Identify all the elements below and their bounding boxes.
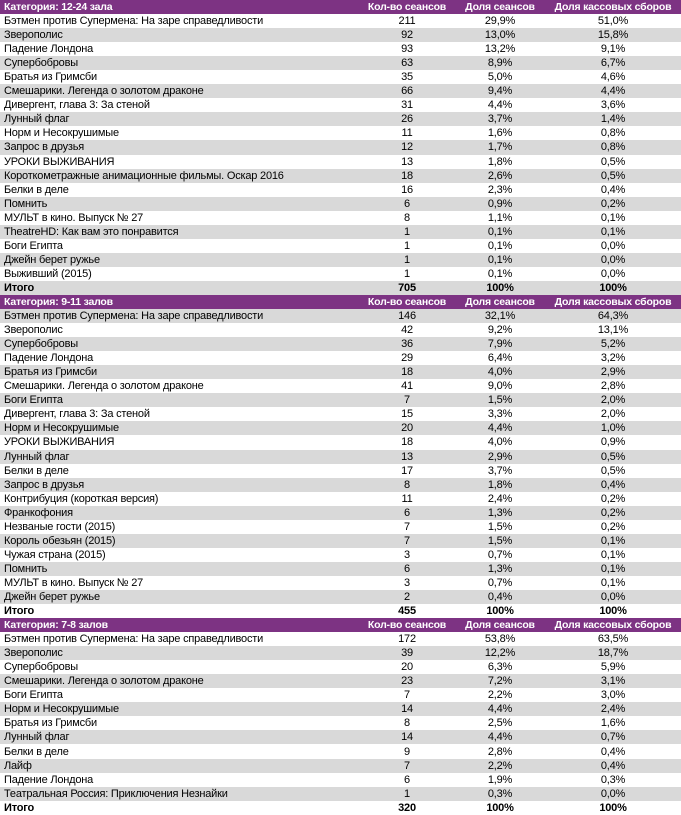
sessions-count-cell: 15 [401, 408, 413, 421]
movie-title-cell: Падение Лондона [4, 773, 94, 786]
sessions-share-cell: 100% [486, 605, 514, 618]
sessions-share-cell: 1,3% [487, 562, 513, 575]
table-row [0, 744, 681, 758]
movie-title-cell: УРОКИ ВЫЖИВАНИЯ [4, 155, 115, 168]
movie-title-cell: Братья из Гримсби [4, 717, 97, 730]
sessions-count-cell: 9 [404, 745, 410, 758]
sessions-count-cell: 7 [404, 520, 410, 533]
column-header-boxoffice-share: Доля кассовых сборов [554, 296, 672, 308]
movie-title-cell: Лунный флаг [4, 450, 70, 463]
sessions-share-cell: 1,8% [487, 478, 513, 491]
table-row [0, 393, 681, 407]
category-header-row [0, 0, 681, 14]
boxoffice-share-cell: 64,3% [597, 310, 629, 323]
boxoffice-share-cell: 0,1% [600, 576, 626, 589]
sessions-share-cell: 0,1% [487, 225, 513, 238]
sessions-share-cell: 0,1% [487, 267, 513, 280]
sessions-count-cell: 23 [401, 675, 413, 688]
boxoffice-share-cell: 5,2% [600, 338, 626, 351]
category-header-row [0, 618, 681, 632]
sessions-share-cell: 0,3% [487, 787, 513, 800]
movie-title-cell: Дивергент, глава 3: За стеной [4, 99, 150, 112]
table-row [0, 183, 681, 197]
movie-title-cell: Выживший (2015) [4, 267, 92, 280]
sessions-count-cell: 2 [404, 590, 410, 603]
table-row [0, 660, 681, 674]
sessions-count-cell: 13 [401, 155, 413, 168]
sessions-share-cell: 1,7% [487, 141, 513, 154]
column-header-boxoffice-share: Доля кассовых сборов [554, 619, 672, 632]
movie-title-cell: Падение Лондона [4, 352, 94, 365]
table-row [0, 365, 681, 379]
sessions-share-cell: 1,1% [487, 211, 513, 224]
sessions-count-cell: 6 [404, 562, 410, 575]
movie-title-cell: Братья из Гримсби [4, 71, 97, 84]
table-row [0, 84, 681, 98]
sessions-count-cell: 8 [404, 211, 410, 224]
movie-title-cell: Короткометражные анимационные фильмы. Оскар 2016 [4, 169, 284, 182]
sessions-count-cell: 26 [401, 113, 413, 126]
sessions-count-cell: 7 [404, 534, 410, 547]
table-row [0, 351, 681, 365]
sessions-count-cell: 13 [401, 450, 413, 463]
boxoffice-share-cell: 2,4% [600, 703, 626, 716]
sessions-count-cell: 7 [404, 759, 410, 772]
sessions-count-cell: 1 [404, 239, 410, 252]
table-row [0, 506, 681, 520]
sessions-count-cell: 20 [401, 422, 413, 435]
table-row [0, 407, 681, 421]
sessions-share-cell: 13,0% [484, 29, 516, 42]
sessions-share-cell: 0,7% [487, 576, 513, 589]
sessions-count-cell: 20 [401, 661, 413, 674]
table-row [0, 520, 681, 534]
sessions-count-cell: 11 [401, 127, 413, 140]
column-header-sessions: Кол-во сеансов [367, 296, 447, 308]
sessions-count-cell: 17 [401, 464, 413, 477]
movie-title-cell: Дивергент, глава 3: За стеной [4, 408, 150, 421]
sessions-share-cell: 100% [486, 281, 514, 294]
sessions-count-cell: 93 [401, 43, 413, 56]
sessions-count-cell: 146 [398, 310, 416, 323]
boxoffice-share-cell: 0,4% [600, 478, 626, 491]
movie-title-cell: Белки в деле [4, 745, 69, 758]
sessions-share-cell: 13,2% [484, 43, 516, 56]
movie-title-cell: Король обезьян (2015) [4, 534, 116, 547]
table-row [0, 646, 681, 660]
sessions-share-cell: 32,1% [484, 310, 516, 323]
boxoffice-share-cell: 0,4% [600, 183, 626, 196]
movie-title-cell: МУЛЬТ в кино. Выпуск № 27 [4, 576, 144, 589]
table-row [0, 155, 681, 169]
sessions-share-cell: 8,9% [487, 57, 513, 70]
boxoffice-share-cell: 1,4% [600, 113, 626, 126]
sessions-share-cell: 1,8% [487, 155, 513, 168]
movie-title-cell: Франкофония [4, 506, 73, 519]
sessions-share-cell: 0,7% [487, 548, 513, 561]
sessions-count-cell: 18 [401, 169, 413, 182]
sessions-count-cell: 18 [401, 436, 413, 449]
boxoffice-share-cell: 0,5% [600, 450, 626, 463]
sessions-share-cell: 5,0% [487, 71, 513, 84]
table-row [0, 464, 681, 478]
boxoffice-share-cell: 3,2% [600, 352, 626, 365]
movie-title-cell: Помнить [4, 562, 48, 575]
movie-title-cell: Лунный флаг [4, 731, 70, 744]
movie-title-cell: Джейн берет ружье [4, 253, 100, 266]
boxoffice-share-cell: 0,0% [600, 787, 626, 800]
table-row [0, 450, 681, 464]
table-row [0, 56, 681, 70]
sessions-count-cell: 705 [398, 281, 416, 294]
movie-title-cell: Зверополис [4, 29, 63, 42]
movie-title-cell: Белки в деле [4, 183, 69, 196]
total-label: Итого [4, 801, 35, 814]
boxoffice-share-cell: 0,1% [600, 548, 626, 561]
sessions-share-cell: 2,5% [487, 717, 513, 730]
sessions-count-cell: 63 [401, 57, 413, 70]
table-row [0, 478, 681, 492]
boxoffice-share-cell: 4,6% [600, 71, 626, 84]
sessions-share-cell: 3,7% [487, 464, 513, 477]
movie-title-cell: Братья из Гримсби [4, 366, 97, 379]
sessions-count-cell: 1 [404, 225, 410, 238]
movie-title-cell: Помнить [4, 197, 48, 210]
sessions-share-cell: 1,3% [487, 506, 513, 519]
sessions-share-cell: 0,4% [487, 590, 513, 603]
table-row [0, 787, 681, 801]
table-row [0, 716, 681, 730]
table-row [0, 688, 681, 702]
boxoffice-share-cell: 51,0% [597, 15, 629, 28]
movie-title-cell: Боги Египта [4, 394, 63, 407]
sessions-share-cell: 1,5% [487, 520, 513, 533]
sessions-share-cell: 4,4% [487, 99, 513, 112]
table-row [0, 98, 681, 112]
sessions-share-cell: 2,3% [487, 183, 513, 196]
column-header-sessions-share: Доля сеансов [465, 619, 535, 632]
boxoffice-share-cell: 0,8% [600, 127, 626, 140]
boxoffice-share-cell: 0,9% [600, 436, 626, 449]
table-row [0, 253, 681, 267]
category-header-row [0, 295, 681, 309]
sessions-share-cell: 1,6% [487, 127, 513, 140]
table-row [0, 126, 681, 140]
boxoffice-share-cell: 2,9% [600, 366, 626, 379]
sessions-share-cell: 9,2% [487, 324, 513, 337]
table-row [0, 632, 681, 646]
table-row [0, 421, 681, 435]
table-row [0, 730, 681, 744]
sessions-count-cell: 29 [401, 352, 413, 365]
boxoffice-share-cell: 0,5% [600, 155, 626, 168]
table-row [0, 197, 681, 211]
sessions-share-cell: 0,1% [487, 239, 513, 252]
sessions-count-cell: 3 [404, 548, 410, 561]
sessions-count-cell: 31 [401, 99, 413, 112]
table-row [0, 492, 681, 506]
sessions-count-cell: 14 [401, 731, 413, 744]
sessions-count-cell: 1 [404, 267, 410, 280]
table-row [0, 169, 681, 183]
movie-title-cell: Запрос в друзья [4, 141, 85, 154]
table-row [0, 379, 681, 393]
table-row [0, 211, 681, 225]
table-row [0, 225, 681, 239]
boxoffice-share-cell: 1,0% [600, 422, 626, 435]
boxoffice-share-cell: 2,0% [600, 408, 626, 421]
boxoffice-share-cell: 9,1% [600, 43, 626, 56]
table-row [0, 70, 681, 84]
sessions-count-cell: 8 [404, 478, 410, 491]
sessions-count-cell: 3 [404, 576, 410, 589]
sessions-share-cell: 53,8% [484, 633, 516, 646]
movie-title-cell: Контрибуция (короткая версия) [4, 492, 159, 505]
sessions-share-cell: 12,2% [484, 647, 516, 660]
sessions-share-cell: 4,4% [487, 731, 513, 744]
sessions-count-cell: 6 [404, 773, 410, 786]
boxoffice-share-cell: 4,4% [600, 85, 626, 98]
category-label: Категория: 9-11 залов [4, 296, 113, 308]
sessions-count-cell: 320 [398, 801, 416, 814]
sessions-share-cell: 9,4% [487, 85, 513, 98]
sessions-count-cell: 6 [404, 506, 410, 519]
sessions-share-cell: 4,0% [487, 436, 513, 449]
boxoffice-share-cell: 0,1% [600, 534, 626, 547]
table-row [0, 590, 681, 604]
boxoffice-share-cell: 3,6% [600, 99, 626, 112]
sessions-share-cell: 7,2% [487, 675, 513, 688]
column-header-sessions-share: Доля сеансов [465, 1, 535, 14]
movie-title-cell: МУЛЬТ в кино. Выпуск № 27 [4, 211, 144, 224]
table-row [0, 759, 681, 773]
table-row [0, 548, 681, 562]
table-row [0, 534, 681, 548]
sessions-count-cell: 12 [401, 141, 413, 154]
sessions-share-cell: 7,9% [487, 338, 513, 351]
movie-title-cell: Норм и Несокрушимые [4, 127, 119, 140]
movie-title-cell: Джейн берет ружье [4, 590, 100, 603]
boxoffice-share-cell: 0,2% [600, 506, 626, 519]
movie-title-cell: Лунный флаг [4, 113, 70, 126]
sessions-count-cell: 11 [401, 492, 413, 505]
table-row [0, 674, 681, 688]
sessions-count-cell: 16 [401, 183, 413, 196]
total-row [0, 604, 681, 618]
table-row [0, 773, 681, 787]
movie-title-cell: Чужая страна (2015) [4, 548, 106, 561]
column-header-sessions: Кол-во сеансов [367, 619, 447, 632]
boxoffice-share-cell: 0,8% [600, 141, 626, 154]
boxoffice-share-cell: 2,0% [600, 394, 626, 407]
boxoffice-share-cell: 100% [599, 281, 627, 294]
sessions-count-cell: 6 [404, 197, 410, 210]
movie-title-cell: Супербобровы [4, 57, 78, 70]
sessions-count-cell: 1 [404, 787, 410, 800]
table-row [0, 337, 681, 351]
sessions-count-cell: 211 [398, 15, 416, 28]
sessions-share-cell: 6,3% [487, 661, 513, 674]
boxoffice-share-cell: 63,5% [597, 633, 629, 646]
table-row [0, 140, 681, 154]
column-header-sessions: Кол-во сеансов [367, 1, 447, 14]
table-row [0, 576, 681, 590]
movie-title-cell: Падение Лондона [4, 43, 94, 56]
sessions-share-cell: 100% [486, 801, 514, 814]
table-row [0, 42, 681, 56]
sessions-count-cell: 18 [401, 366, 413, 379]
sessions-share-cell: 1,5% [487, 534, 513, 547]
boxoffice-share-cell: 5,9% [600, 661, 626, 674]
sessions-count-cell: 14 [401, 703, 413, 716]
total-label: Итого [4, 605, 35, 618]
table-row [0, 239, 681, 253]
movie-title-cell: Белки в деле [4, 464, 69, 477]
movie-title-cell: Бэтмен против Супермена: На заре справедливости [4, 310, 264, 323]
sessions-count-cell: 35 [401, 71, 413, 84]
column-header-boxoffice-share: Доля кассовых сборов [554, 1, 672, 14]
sessions-share-cell: 2,2% [487, 759, 513, 772]
boxoffice-share-cell: 0,0% [600, 239, 626, 252]
sessions-count-cell: 41 [401, 380, 413, 393]
sessions-count-cell: 455 [398, 605, 416, 618]
sessions-share-cell: 3,7% [487, 113, 513, 126]
boxoffice-share-cell: 0,0% [600, 253, 626, 266]
sessions-count-cell: 36 [401, 338, 413, 351]
sessions-share-cell: 2,2% [487, 689, 513, 702]
movie-title-cell: Незваные гости (2015) [4, 520, 116, 533]
movie-title-cell: Смешарики. Легенда о золотом драконе [4, 380, 204, 393]
movie-title-cell: Норм и Несокрушимые [4, 422, 119, 435]
boxoffice-share-cell: 15,8% [597, 29, 629, 42]
boxoffice-share-cell: 0,5% [600, 169, 626, 182]
table-row [0, 14, 681, 28]
table-row [0, 562, 681, 576]
movie-title-cell: Театральная Россия: Приключения Незнайки [4, 787, 228, 800]
movie-title-cell: Супербобровы [4, 661, 78, 674]
sessions-share-cell: 9,0% [487, 380, 513, 393]
category-label: Категория: 7-8 залов [4, 619, 108, 632]
table-row [0, 28, 681, 42]
sessions-count-cell: 39 [401, 647, 413, 660]
sessions-share-cell: 3,3% [487, 408, 513, 421]
movie-title-cell: Бэтмен против Супермена: На заре справедливости [4, 15, 264, 28]
movie-title-cell: Зверополис [4, 324, 63, 337]
boxoffice-share-cell: 18,7% [597, 647, 629, 660]
boxoffice-share-cell: 3,1% [600, 675, 626, 688]
boxoffice-share-cell: 13,1% [597, 324, 629, 337]
table-row [0, 702, 681, 716]
boxoffice-share-cell: 0,1% [600, 225, 626, 238]
sessions-count-cell: 7 [404, 689, 410, 702]
boxoffice-share-cell: 0,4% [600, 745, 626, 758]
table-row [0, 323, 681, 337]
boxoffice-share-cell: 2,8% [600, 380, 626, 393]
boxoffice-share-cell: 0,2% [600, 520, 626, 533]
boxoffice-share-cell: 0,2% [600, 492, 626, 505]
boxoffice-share-cell: 0,0% [600, 590, 626, 603]
total-row [0, 281, 681, 295]
boxoffice-share-cell: 0,3% [600, 773, 626, 786]
movie-title-cell: УРОКИ ВЫЖИВАНИЯ [4, 436, 115, 449]
sessions-share-cell: 0,9% [487, 197, 513, 210]
sessions-count-cell: 1 [404, 253, 410, 266]
movie-title-cell: Супербобровы [4, 338, 78, 351]
total-label: Итого [4, 281, 35, 294]
boxoffice-share-cell: 100% [599, 801, 627, 814]
sessions-count-cell: 42 [401, 324, 413, 337]
boxoffice-share-cell: 0,0% [600, 267, 626, 280]
sessions-share-cell: 4,4% [487, 703, 513, 716]
movie-title-cell: Запрос в друзья [4, 478, 85, 491]
sessions-count-cell: 92 [401, 29, 413, 42]
movie-title-cell: Смешарики. Легенда о золотом драконе [4, 675, 204, 688]
movie-title-cell: Смешарики. Легенда о золотом драконе [4, 85, 204, 98]
sessions-share-cell: 2,4% [487, 492, 513, 505]
movie-title-cell: Лайф [4, 759, 32, 772]
sessions-share-cell: 29,9% [484, 15, 516, 28]
boxoffice-share-cell: 0,2% [600, 197, 626, 210]
sessions-share-cell: 1,5% [487, 394, 513, 407]
sessions-share-cell: 2,9% [487, 450, 513, 463]
table-row [0, 267, 681, 281]
sessions-share-cell: 4,0% [487, 366, 513, 379]
boxoffice-share-cell: 0,1% [600, 211, 626, 224]
boxoffice-share-cell: 6,7% [600, 57, 626, 70]
boxoffice-share-cell: 0,7% [600, 731, 626, 744]
boxoffice-share-cell: 3,0% [600, 689, 626, 702]
sessions-share-cell: 2,6% [487, 169, 513, 182]
boxoffice-share-cell: 1,6% [600, 717, 626, 730]
sessions-count-cell: 8 [404, 717, 410, 730]
boxoffice-share-cell: 100% [599, 605, 627, 618]
sessions-count-cell: 66 [401, 85, 413, 98]
sessions-count-cell: 7 [404, 394, 410, 407]
table-row [0, 435, 681, 449]
category-label: Категория: 12-24 зала [4, 1, 113, 14]
movie-title-cell: Боги Египта [4, 239, 63, 252]
movie-title-cell: Норм и Несокрушимые [4, 703, 119, 716]
sessions-share-cell: 6,4% [487, 352, 513, 365]
sessions-share-cell: 0,1% [487, 253, 513, 266]
column-header-sessions-share: Доля сеансов [465, 296, 535, 308]
movie-title-cell: TheatreHD: Как вам это понравится [4, 225, 179, 238]
movie-title-cell: Бэтмен против Супермена: На заре справедливости [4, 633, 264, 646]
boxoffice-share-cell: 0,5% [600, 464, 626, 477]
sessions-count-cell: 172 [398, 633, 416, 646]
sessions-share-cell: 1,9% [487, 773, 513, 786]
sessions-share-cell: 4,4% [487, 422, 513, 435]
movie-title-cell: Боги Египта [4, 689, 63, 702]
boxoffice-share-cell: 0,4% [600, 759, 626, 772]
table-row [0, 309, 681, 323]
total-row [0, 801, 681, 815]
movie-title-cell: Зверополис [4, 647, 63, 660]
boxoffice-share-cell: 0,1% [600, 562, 626, 575]
sessions-share-cell: 2,8% [487, 745, 513, 758]
table-row [0, 112, 681, 126]
